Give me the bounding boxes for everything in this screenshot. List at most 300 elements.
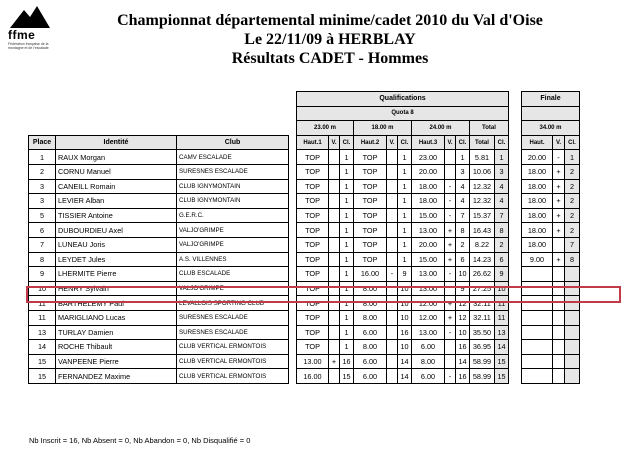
cell-club: G.E.R.C. (177, 208, 289, 223)
cell-v3: + (445, 237, 456, 252)
cell-fh (522, 281, 553, 296)
cell-h3: 15.00 (412, 208, 445, 223)
cell-fc (565, 369, 580, 384)
cell-fh: 18.00 (522, 194, 553, 209)
cell-c1: 1 (340, 237, 354, 252)
cell-c3: 2 (456, 237, 470, 252)
cell-c3: 12 (456, 296, 470, 311)
cell-fh (522, 267, 553, 282)
cell-tc: 11 (495, 296, 509, 311)
cell-v2 (387, 369, 398, 384)
cell-h2: TOP (354, 194, 387, 209)
page-title: Championnat départemental minime/cadet 2010 du Val d'Oise (117, 12, 543, 29)
cell-club: CLUB VERTICAL ERMONTOIS (177, 354, 289, 369)
table-row (29, 194, 580, 209)
cell-h3: 12.00 (412, 310, 445, 325)
cell-v3: + (445, 252, 456, 267)
cell-v1 (329, 340, 340, 355)
cell-h3: 6.00 (412, 340, 445, 355)
cell-c2: 1 (398, 164, 412, 179)
cell-h2: TOP (354, 164, 387, 179)
col-v2: V. (387, 135, 398, 150)
cell-h1: TOP (297, 296, 329, 311)
cell-club: SURESNES ESCALADE (177, 310, 289, 325)
cell-total: 35.50 (470, 325, 495, 340)
table-row (29, 281, 580, 296)
cell-c3: 3 (456, 164, 470, 179)
cell-c1: 1 (340, 179, 354, 194)
cell-h1: TOP (297, 150, 329, 165)
cell-v2 (387, 281, 398, 296)
cell-c2: 10 (398, 281, 412, 296)
table-row (29, 325, 580, 340)
cell-fv: + (553, 208, 565, 223)
ffme-logo (6, 6, 54, 58)
cell-h1: 16.00 (297, 369, 329, 384)
quota-header: Quota 8 (297, 106, 509, 121)
cell-v1 (329, 281, 340, 296)
cell-c2: 1 (398, 179, 412, 194)
cell-name: LEVIER Alban (56, 194, 177, 209)
cell-fh (522, 296, 553, 311)
table-row (29, 150, 580, 165)
cell-v3: + (445, 296, 456, 311)
col-haut2: Haut.2 (354, 135, 387, 150)
cell-name: ROCHE Thibault (56, 340, 177, 355)
cell-fh: 18.00 (522, 223, 553, 238)
cell-tc: 11 (495, 310, 509, 325)
column-headers (29, 135, 580, 150)
cell-tc: 6 (495, 252, 509, 267)
height-2-header: 18.00 m (354, 121, 412, 136)
cell-tc: 9 (495, 267, 509, 282)
cell-c2: 1 (398, 194, 412, 209)
cell-fh (522, 340, 553, 355)
cell-total: 15.37 (470, 208, 495, 223)
cell-v3 (445, 164, 456, 179)
cell-v2 (387, 237, 398, 252)
cell-h2: 6.00 (354, 325, 387, 340)
cell-name: BARTHELEMY Paul (56, 296, 177, 311)
col-identity: Identité (56, 135, 177, 150)
cell-c2: 14 (398, 354, 412, 369)
cell-name: TISSIER Antoine (56, 208, 177, 223)
col-club: Club (177, 135, 289, 150)
cell-fh: 9.00 (522, 252, 553, 267)
cell-h2: TOP (354, 237, 387, 252)
cell-h3: 8.00 (412, 354, 445, 369)
cell-name: VANPEENE Pierre (56, 354, 177, 369)
cell-fc (565, 281, 580, 296)
qualifications-header: Qualifications (297, 92, 509, 107)
cell-total: 14.23 (470, 252, 495, 267)
cell-c1: 1 (340, 164, 354, 179)
cell-h1: TOP (297, 252, 329, 267)
cell-h3: 15.00 (412, 252, 445, 267)
cell-h1: TOP (297, 281, 329, 296)
cell-c3: 1 (456, 150, 470, 165)
table-row (29, 267, 580, 282)
cell-c1: 1 (340, 281, 354, 296)
cell-c1: 1 (340, 194, 354, 209)
cell-club: CLUB VERTICAL ERMONTOIS (177, 369, 289, 384)
cell-h1: TOP (297, 237, 329, 252)
logo-subtitle: Fédération française de la montagne et de l'escalade (8, 42, 49, 50)
cell-place: 5 (29, 208, 56, 223)
col-final-cl: Cl. (565, 135, 580, 150)
cell-c2: 10 (398, 340, 412, 355)
footer-stats: Nb Inscrit = 16, Nb Absent = 0, Nb Abandon = 0, Nb Disqualifié = 0 (29, 436, 251, 445)
col-place: Place (29, 135, 56, 150)
cell-h1: TOP (297, 340, 329, 355)
cell-h2: TOP (354, 223, 387, 238)
cell-c2: 1 (398, 237, 412, 252)
cell-club: LEVALLOIS SPORTING CLUB (177, 296, 289, 311)
cell-fv (553, 296, 565, 311)
cell-h1: TOP (297, 223, 329, 238)
cell-h3: 13.00 (412, 223, 445, 238)
cell-h3: 20.00 (412, 237, 445, 252)
cell-fc: 2 (565, 208, 580, 223)
cell-total: 12.32 (470, 194, 495, 209)
cell-v3: - (445, 194, 456, 209)
cell-tc: 1 (495, 150, 509, 165)
table-row (29, 237, 580, 252)
cell-c3: 14 (456, 354, 470, 369)
cell-fh: 18.00 (522, 237, 553, 252)
cell-fc (565, 325, 580, 340)
cell-v1 (329, 296, 340, 311)
page-subtitle-date: Le 22/11/09 à HERBLAY (244, 31, 416, 48)
cell-v3 (445, 354, 456, 369)
cell-h3: 13.00 (412, 325, 445, 340)
cell-fv (553, 369, 565, 384)
cell-c3: 4 (456, 179, 470, 194)
cell-c1: 1 (340, 150, 354, 165)
cell-place: 10 (29, 281, 56, 296)
cell-fh (522, 354, 553, 369)
cell-c2: 16 (398, 325, 412, 340)
cell-fc: 2 (565, 194, 580, 209)
cell-h1: TOP (297, 208, 329, 223)
cell-c2: 1 (398, 208, 412, 223)
cell-place: 13 (29, 325, 56, 340)
cell-c2: 1 (398, 223, 412, 238)
cell-total: 58.99 (470, 354, 495, 369)
cell-fh (522, 310, 553, 325)
cell-club: CAMV ESCALADE (177, 150, 289, 165)
cell-fc (565, 340, 580, 355)
cell-h2: TOP (354, 179, 387, 194)
cell-name: FERNANDEZ Maxime (56, 369, 177, 384)
table-row (29, 179, 580, 194)
cell-fv (553, 340, 565, 355)
cell-club: A.S. VILLENNES (177, 252, 289, 267)
cell-fc (565, 310, 580, 325)
cell-c3: 9 (456, 281, 470, 296)
cell-c3: 7 (456, 208, 470, 223)
cell-name: MARIGLIANO Lucas (56, 310, 177, 325)
cell-club: CLUB VERTICAL ERMONTOIS (177, 340, 289, 355)
cell-h1: TOP (297, 164, 329, 179)
cell-club: CLUB IGNYMONTAIN (177, 194, 289, 209)
cell-total: 16.43 (470, 223, 495, 238)
cell-v1 (329, 325, 340, 340)
cell-fc: 2 (565, 164, 580, 179)
col-total: Total (470, 135, 495, 150)
cell-h2: 16.00 (354, 267, 387, 282)
cell-c3: 4 (456, 194, 470, 209)
col-v3: V. (445, 135, 456, 150)
cell-c2: 10 (398, 310, 412, 325)
cell-place: 15 (29, 354, 56, 369)
cell-club: CLUB IGNYMONTAIN (177, 179, 289, 194)
col-v1: V. (329, 135, 340, 150)
cell-h2: 8.00 (354, 281, 387, 296)
cell-v3 (445, 340, 456, 355)
cell-c3: 12 (456, 310, 470, 325)
cell-tc: 8 (495, 223, 509, 238)
cell-h2: 8.00 (354, 310, 387, 325)
page-subtitle-category: Résultats CADET - Hommes (231, 50, 429, 67)
cell-h2: TOP (354, 150, 387, 165)
cell-v1 (329, 208, 340, 223)
cell-h1: TOP (297, 179, 329, 194)
height-3-header: 24.00 m (412, 121, 470, 136)
cell-v3: - (445, 369, 456, 384)
cell-total: 12.32 (470, 179, 495, 194)
table-row (29, 208, 580, 223)
cell-club: VALJO'GRIMPE (177, 223, 289, 238)
cell-v2 (387, 194, 398, 209)
table-row (29, 252, 580, 267)
cell-h2: TOP (354, 252, 387, 267)
col-final-haut: Haut. (522, 135, 553, 150)
finale-header: Finale (522, 92, 580, 107)
height-1-header: 23.00 m (297, 121, 354, 136)
col-total-cl: Cl. (495, 135, 509, 150)
cell-place: 7 (29, 237, 56, 252)
cell-h2: 8.00 (354, 340, 387, 355)
cell-v2 (387, 208, 398, 223)
cell-tc: 13 (495, 325, 509, 340)
cell-v1 (329, 150, 340, 165)
cell-h2: TOP (354, 208, 387, 223)
cell-place: 3 (29, 194, 56, 209)
cell-c1: 1 (340, 325, 354, 340)
cell-fc (565, 267, 580, 282)
cell-place: 2 (29, 164, 56, 179)
cell-name: DUBOURDIEU Axel (56, 223, 177, 238)
cell-v1: + (329, 354, 340, 369)
cell-fh: 18.00 (522, 164, 553, 179)
table-row (29, 369, 580, 384)
col-final-v: V. (553, 135, 565, 150)
cell-c2: 14 (398, 369, 412, 384)
cell-v3: - (445, 325, 456, 340)
col-haut3: Haut.3 (412, 135, 445, 150)
cell-c1: 1 (340, 252, 354, 267)
cell-name: CORNU Manuel (56, 164, 177, 179)
cell-tc: 4 (495, 179, 509, 194)
cell-v3: - (445, 179, 456, 194)
total-group-header: Total (470, 121, 509, 136)
cell-h3: 12.00 (412, 296, 445, 311)
cell-v2 (387, 150, 398, 165)
cell-fv: + (553, 252, 565, 267)
cell-h3: 13.00 (412, 267, 445, 282)
results-table (28, 91, 580, 384)
cell-c3: 16 (456, 369, 470, 384)
cell-fh: 18.00 (522, 179, 553, 194)
cell-fv: - (553, 150, 565, 165)
cell-tc: 10 (495, 281, 509, 296)
cell-v3: + (445, 310, 456, 325)
logo-brand: ffme (8, 28, 36, 42)
cell-c3: 10 (456, 325, 470, 340)
table-row (29, 354, 580, 369)
cell-h1: TOP (297, 194, 329, 209)
cell-fh (522, 369, 553, 384)
col-cl2: Cl. (398, 135, 412, 150)
cell-c2: 1 (398, 252, 412, 267)
cell-h1: TOP (297, 310, 329, 325)
cell-v3 (445, 281, 456, 296)
cell-place: 6 (29, 223, 56, 238)
cell-fv: + (553, 223, 565, 238)
cell-c1: 1 (340, 310, 354, 325)
cell-club: VALJO'GRIMPE (177, 237, 289, 252)
cell-v1 (329, 369, 340, 384)
cell-fc: 8 (565, 252, 580, 267)
table-row (29, 296, 580, 311)
cell-fh: 18.00 (522, 208, 553, 223)
cell-v1 (329, 310, 340, 325)
table-row (29, 340, 580, 355)
col-cl3: Cl. (456, 135, 470, 150)
cell-v1 (329, 223, 340, 238)
table-row (29, 164, 580, 179)
cell-h2: 6.00 (354, 369, 387, 384)
cell-c3: 10 (456, 267, 470, 282)
cell-place: 11 (29, 296, 56, 311)
cell-v2 (387, 223, 398, 238)
cell-place: 1 (29, 150, 56, 165)
cell-h3: 18.00 (412, 179, 445, 194)
cell-v2 (387, 310, 398, 325)
cell-fc (565, 354, 580, 369)
cell-v3: - (445, 208, 456, 223)
cell-total: 36.95 (470, 340, 495, 355)
cell-v2: - (387, 267, 398, 282)
cell-fv (553, 325, 565, 340)
cell-c1: 1 (340, 267, 354, 282)
col-cl1: Cl. (340, 135, 354, 150)
cell-tc: 2 (495, 237, 509, 252)
cell-fv (553, 237, 565, 252)
cell-v2 (387, 325, 398, 340)
cell-c2: 10 (398, 296, 412, 311)
table-row (29, 310, 580, 325)
cell-v3: + (445, 223, 456, 238)
mountain-icon (10, 6, 50, 28)
cell-fv: + (553, 194, 565, 209)
cell-name: LEYDET Jules (56, 252, 177, 267)
cell-place: 8 (29, 252, 56, 267)
cell-h3: 23.00 (412, 150, 445, 165)
cell-club: CLUB ESCALADE (177, 267, 289, 282)
cell-v1 (329, 194, 340, 209)
cell-c1: 1 (340, 208, 354, 223)
cell-c2: 1 (398, 150, 412, 165)
cell-fv (553, 310, 565, 325)
cell-total: 27.25 (470, 281, 495, 296)
cell-c1: 15 (340, 369, 354, 384)
cell-h1: 13.00 (297, 354, 329, 369)
cell-fv: + (553, 179, 565, 194)
cell-fh (522, 325, 553, 340)
cell-v2 (387, 179, 398, 194)
cell-v1 (329, 179, 340, 194)
cell-fv (553, 267, 565, 282)
cell-fc: 7 (565, 237, 580, 252)
cell-h1: TOP (297, 267, 329, 282)
cell-name: LHERMITE Pierre (56, 267, 177, 282)
cell-c1: 1 (340, 340, 354, 355)
cell-place: 9 (29, 267, 56, 282)
cell-total: 8.22 (470, 237, 495, 252)
cell-v1 (329, 237, 340, 252)
cell-v2 (387, 164, 398, 179)
cell-v1 (329, 267, 340, 282)
cell-v2 (387, 354, 398, 369)
cell-fh: 20.00 (522, 150, 553, 165)
cell-c3: 8 (456, 223, 470, 238)
cell-place: 15 (29, 369, 56, 384)
cell-tc: 3 (495, 164, 509, 179)
cell-tc: 15 (495, 369, 509, 384)
cell-h3: 20.00 (412, 164, 445, 179)
cell-c1: 16 (340, 354, 354, 369)
cell-tc: 4 (495, 194, 509, 209)
cell-c1: 1 (340, 296, 354, 311)
cell-club: SURESNES ESCALADE (177, 164, 289, 179)
cell-v1 (329, 252, 340, 267)
cell-total: 32.11 (470, 296, 495, 311)
cell-v2 (387, 340, 398, 355)
cell-h3: 18.00 (412, 194, 445, 209)
cell-v3: - (445, 267, 456, 282)
cell-name: CANEILL Romain (56, 179, 177, 194)
cell-name: LUNEAU Joris (56, 237, 177, 252)
cell-c3: 16 (456, 340, 470, 355)
cell-fc (565, 296, 580, 311)
cell-place: 3 (29, 179, 56, 194)
cell-v2 (387, 296, 398, 311)
cell-h2: 6.00 (354, 354, 387, 369)
cell-total: 10.06 (470, 164, 495, 179)
cell-total: 58.99 (470, 369, 495, 384)
cell-place: 14 (29, 340, 56, 355)
final-height-header: 34.00 m (522, 121, 580, 136)
cell-total: 32.11 (470, 310, 495, 325)
cell-h3: 13.00 (412, 281, 445, 296)
cell-place: 11 (29, 310, 56, 325)
cell-h1: TOP (297, 325, 329, 340)
col-haut1: Haut.1 (297, 135, 329, 150)
cell-fc: 2 (565, 223, 580, 238)
cell-v2 (387, 252, 398, 267)
